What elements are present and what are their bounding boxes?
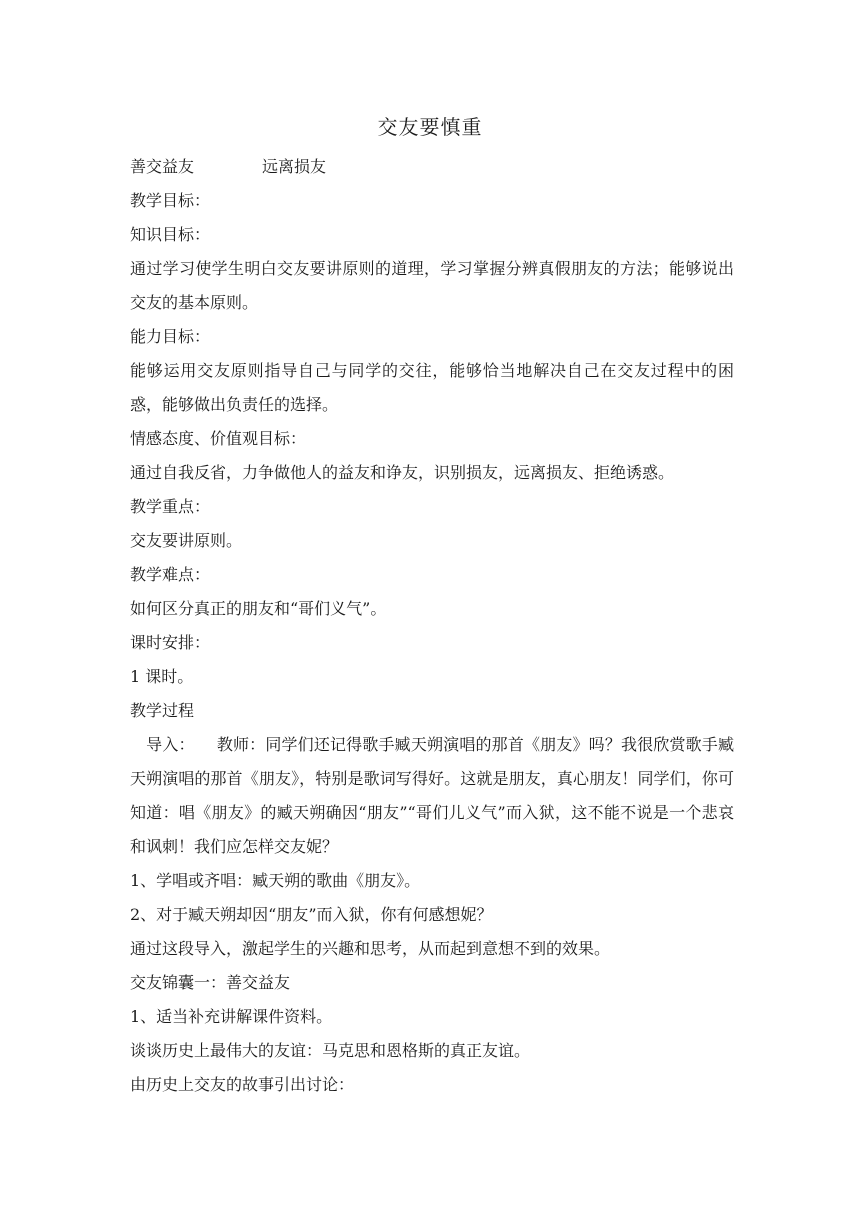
paragraph-intro (130, 728, 734, 864)
paragraph-knowledge-goals: 通过学习使学生明白交友要讲原则的道理，学习掌握分辨真假朋友的方法；能够说出交友的基本原则。 (130, 259, 734, 312)
subtitle-right: 远离损友 (262, 157, 327, 176)
document-body (130, 150, 734, 1102)
heading-key-points: 教学重点： (130, 497, 211, 516)
subtitle-left: 善交益友 (130, 157, 195, 176)
subtitle-line (130, 150, 734, 184)
intro-label: 导入： (146, 735, 195, 754)
list-item-sing: 1、学唱或齐唱：臧天朔的歌曲《朋友》。 (130, 871, 421, 890)
heading-difficulties: 教学难点： (130, 565, 211, 584)
paragraph-key-points: 交友要讲原则。 (130, 531, 243, 550)
heading-schedule: 课时安排： (130, 633, 211, 652)
heading-knowledge-goals: 知识目标： (130, 225, 211, 244)
paragraph-intro-effect: 通过这段导入，激起学生的兴趣和思考，从而起到意想不到的效果。 (130, 939, 611, 958)
paragraph-history-friendship: 谈谈历史上最伟大的友谊：马克思和恩格斯的真正友谊。 (130, 1041, 531, 1060)
heading-tip-one: 交友锦囊一：善交益友 (130, 973, 291, 992)
paragraph-discussion: 由历史上交友的故事引出讨论： (130, 1075, 355, 1094)
paragraph-ability-goals: 能够运用交友原则指导自己与同学的交往，能够恰当地解决自己在交友过程中的困惑，能够做出负责任的选择。 (130, 361, 734, 414)
paragraph-schedule: 1 课时。 (130, 667, 194, 686)
heading-teaching-goals: 教学目标： (130, 191, 211, 210)
list-item-materials: 1、适当补充讲解课件资料。 (130, 1007, 333, 1026)
paragraph-difficulties: 如何区分真正的朋友和“哥们义气”。 (130, 599, 387, 618)
paragraph-values-goals: 通过自我反省，力争做他人的益友和诤友，识别损友，远离损友、拒绝诱惑。 (130, 463, 675, 482)
heading-values-goals: 情感态度、价值观目标： (130, 429, 307, 448)
intro-text: 教师：同学们还记得歌手臧天朔演唱的那首《朋友》吗？我很欣赏歌手臧天朔演唱的那首《朋友》，特别是歌词写得好。这就是朋友，真心朋友！同学们，你可知道：唱《朋友》的臧天朔确因“朋友”“哥们儿义气”而入狱，这不能不说是一个悲哀和讽刺！我们应怎样交友妮？ (130, 735, 734, 856)
heading-ability-goals: 能力目标： (130, 327, 211, 346)
heading-teaching-process: 教学过程 (130, 701, 195, 720)
document-title: 交友要慎重 (377, 115, 483, 139)
list-item-reflection: 2、对于臧天朔却因“朋友”而入狱，你有何感想妮？ (130, 905, 493, 924)
